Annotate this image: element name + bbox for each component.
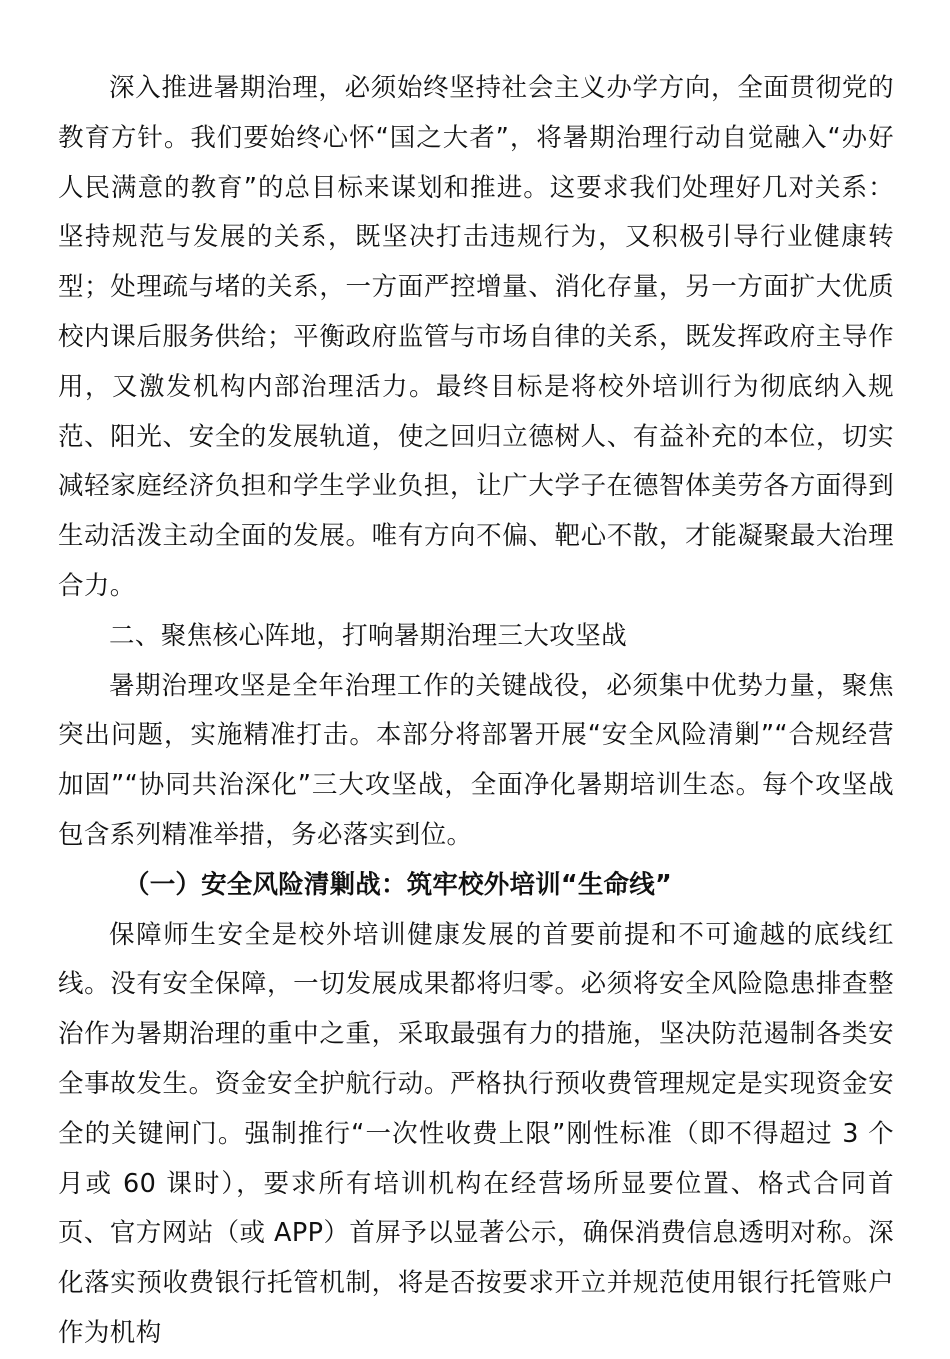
subsection-heading-safety: （一）安全风险清剿战：筑牢校外培训“生命线” <box>124 869 672 900</box>
paragraph-direction: 深入推进暑期治理，必须始终坚持社会主义办学方向，全面贯彻党的教育方针。我们要始终心怀“国之大者”，将暑期治理行动自觉融入“办好人民满意的教育”的总目标来谋划和推进。这要求我们处理好几对关系：坚持规范与发展的关系，既坚决打击违规行为，又积极引导行业健康转型；处理疏与堵的关系，一方面严控增量、消化存量，另一方面扩大优质校内课后服务供给；平衡政府监管与市场自律的关系，既发挥政府主导作用，又激发机构内部治理活力。最终目标是将校外培训行为彻底纳入规范、阳光、安全的发展轨道，使之回归立德树人、有益补充的本位，切实减轻家庭经济负担和学生学业负担，让广大学子在德智体美劳各方面得到生动活泼主动全面的发展。唯有方向不偏、靶心不散，才能凝聚最大治理合力。 <box>58 73 894 601</box>
paragraph-campaigns: 暑期治理攻坚是全年治理工作的关键战役，必须集中优势力量，聚焦突出问题，实施精准打击。本部分将部署开展“安全风险清剿”“合规经营加固”“协同共治深化”三大攻坚战，全面净化暑期培训生态。每个攻坚战包含系列精准举措，务必落实到位。 <box>58 670 894 850</box>
paragraph-safety: 保障师生安全是校外培训健康发展的首要前提和不可逾越的底线红线。没有安全保障，一切发展成果都将归零。必须将安全风险隐患排查整治作为暑期治理的重中之重，采取最强有力的措施，坚决防范遏制各类安全事故发生。资金安全护航行动。严格执行预收费管理规定是实现资金安全的关键闸门。强制推行“一次性收费上限”刚性标准（即不得超过 3 个月或 60 课时），要求所有培训机构在经营场所显要位置、格式合同首页、官方网站（或 APP）首屏予以显著公示，确保消费信息透明对称。深化落实预收费银行托管机制，将是否按要求开立并规范使用银行托管账户作为机构 <box>58 919 894 1348</box>
section-heading-two: 二、聚焦核心阵地，打响暑期治理三大攻坚战 <box>109 620 628 651</box>
document-page <box>58 64 894 1359</box>
